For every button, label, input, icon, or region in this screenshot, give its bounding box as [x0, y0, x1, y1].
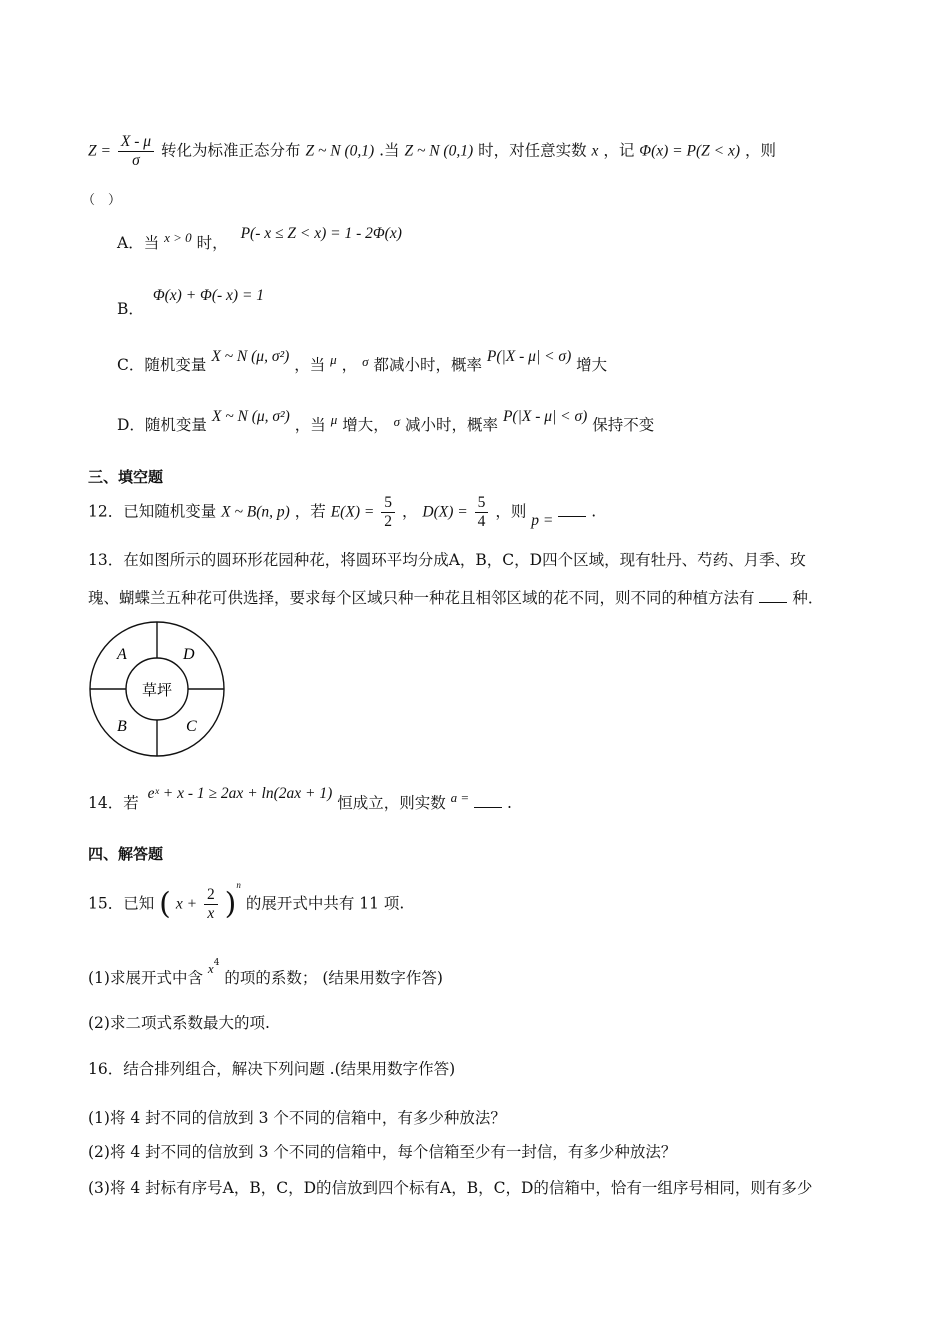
option-c-sep: ，	[341, 356, 358, 374]
q15-part-1	[88, 958, 443, 990]
option-b-label: B．	[117, 300, 144, 318]
option-a-text: 时，	[196, 234, 228, 252]
q12-dx-frac	[475, 494, 489, 531]
q15-p1-exp: 4	[213, 958, 220, 968]
q13-line2a: 瑰、蝴蝶兰五种花可供选择，要求每个区域只种一种花且相邻区域的花不同，则不同的种植方法有	[88, 589, 755, 607]
q15-exp: n	[236, 880, 241, 891]
question-14	[88, 785, 512, 815]
q12-answer-blank[interactable]	[558, 502, 586, 517]
region-b-label: B	[117, 718, 127, 735]
option-c-expr: X ~ N (μ, σ²)	[211, 348, 290, 365]
option-d-text3: 减小时，概率	[405, 416, 499, 434]
q15-frac	[204, 886, 218, 923]
q14-expr: eˣ + x - 1 ≥ 2ax + ln(2ax + 1)	[147, 785, 333, 802]
intro-line	[88, 133, 776, 170]
option-c-label: C．随机变量	[117, 356, 207, 374]
expr-phi: Φ(x) = P(Z < x)	[639, 142, 741, 160]
q16-part-2: (2)将 4 封不同的信放到 3 个不同的信箱中，每个信箱至少有一封信，有多少种放法？	[88, 1143, 677, 1161]
q14-a: a =	[450, 790, 470, 805]
option-d-text1: ，当	[294, 416, 326, 434]
q12-ex-num: 5	[381, 494, 395, 513]
option-d-text2: 增大，	[342, 416, 389, 434]
option-c	[117, 348, 608, 377]
q12-text2: ，则	[495, 502, 527, 521]
q15-frac-den: x	[207, 905, 215, 922]
z-expr: Z =	[88, 142, 111, 160]
question-12	[88, 494, 596, 531]
q13-line2b: 种．	[792, 589, 824, 607]
q15-p1-x: x	[207, 961, 214, 977]
option-c-text2: 都减小时，概率	[373, 356, 482, 374]
q12-ex-frac	[381, 494, 395, 531]
region-c-label: C	[186, 718, 197, 735]
option-a-label: A．当	[117, 234, 160, 252]
option-a-cond: x > 0	[164, 230, 192, 245]
option-b	[117, 287, 265, 318]
q12-sep: ，	[401, 502, 418, 521]
q15-text: 的展开式中共有 11 项.	[245, 894, 405, 913]
q16-num: 16．结合排列组合，解决下列问题	[88, 1060, 325, 1078]
q14-num: 14．若	[88, 794, 139, 812]
q15-p1c: (结果用数字作答)	[322, 969, 443, 988]
q12-ex-den: 2	[384, 513, 392, 530]
q15-part-2: (2)求二项式系数最大的项.	[88, 1014, 270, 1032]
q13-line-2	[88, 587, 823, 609]
option-d-prob: P(|X - μ| < σ)	[502, 408, 588, 425]
q15-close-paren: )	[224, 886, 237, 922]
option-d-mu: μ	[330, 412, 338, 427]
q15-num: 15．已知	[88, 894, 155, 913]
option-d-sigma: σ	[393, 414, 401, 429]
z-frac-den: σ	[132, 152, 140, 169]
q13-answer-blank[interactable]	[759, 588, 787, 603]
q16-note: .(结果用数字作答)	[329, 1060, 456, 1078]
question-16	[88, 1058, 455, 1080]
q15-p1b: 的项的系数；	[224, 969, 318, 988]
option-d	[117, 408, 655, 437]
option-c-mu: μ	[330, 352, 337, 367]
q12-dx-num: 5	[475, 494, 489, 513]
lawn-label: 草坪	[141, 681, 173, 699]
var-x: x	[591, 142, 599, 160]
section-4-title: 四、解答题	[88, 845, 164, 863]
ring-garden-diagram	[87, 621, 227, 761]
option-c-text3: 增大	[576, 356, 608, 374]
q15-x: x +	[175, 895, 198, 913]
q12-p: p =	[531, 511, 554, 529]
q12-num: 12．已知随机变量	[88, 502, 217, 521]
q15-p1a: (1)求展开式中含	[88, 969, 203, 988]
intro-text4: ，记	[603, 141, 635, 160]
option-a-expr: P(- x ≤ Z < x) = 1 - 2Φ(x)	[240, 225, 402, 242]
q12-ex: E(X) =	[330, 503, 375, 521]
q14-end: .	[507, 794, 512, 812]
q15-open-paren: (	[159, 886, 171, 922]
intro-text3: 时，对任意实数	[478, 141, 587, 160]
q14-answer-blank[interactable]	[474, 793, 502, 808]
option-c-prob: P(|X - μ| < σ)	[486, 348, 572, 365]
q12-dx: D(X) =	[422, 503, 468, 521]
q16-part-3: (3)将 4 封标有序号A，B，C，D的信放到四个标有A，B，C，D的信箱中，恰有一组序号相同，则有多少	[88, 1179, 813, 1197]
answer-paren: （ ）	[82, 193, 122, 208]
z-fraction	[118, 133, 154, 170]
section-3-title: 三、填空题	[88, 468, 164, 486]
q12-text1: ，若	[294, 502, 326, 521]
q12-expr1: X ~ B(n, p)	[221, 503, 290, 521]
option-b-expr: Φ(x) + Φ(- x) = 1	[152, 287, 265, 304]
expr-std-normal: Z ~ N (0,1)	[305, 142, 375, 160]
q16-part-1: (1)将 4 封不同的信放到 3 个不同的信箱中，有多少种放法？	[88, 1109, 506, 1127]
option-d-label: D．随机变量	[117, 416, 207, 434]
q15-frac-num: 2	[204, 886, 218, 905]
option-c-sigma: σ	[362, 354, 369, 369]
region-d-label: D	[183, 646, 195, 663]
intro-text1: 转化为标准正态分布	[161, 141, 301, 160]
intro-text2: .当	[379, 141, 400, 160]
intro-text5: ，则	[744, 141, 776, 160]
question-15	[88, 880, 405, 923]
option-d-text4: 保持不变	[592, 416, 655, 434]
q12-end: .	[591, 502, 597, 521]
q14-text1: 恒成立，则实数	[337, 794, 446, 812]
expr-std-normal-2: Z ~ N (0,1)	[404, 142, 474, 160]
q13-line-1: 13．在如图所示的圆环形花园种花，将圆环平均分成A，B，C，D四个区域，现有牡丹、芍药、月季、玫	[88, 551, 806, 569]
region-a-label: A	[117, 646, 127, 663]
z-frac-num: X - μ	[118, 133, 154, 152]
option-c-text1: ，当	[294, 356, 326, 374]
q12-dx-den: 4	[477, 513, 486, 530]
option-d-expr: X ~ N (μ, σ²)	[211, 408, 290, 425]
option-a	[117, 225, 402, 255]
